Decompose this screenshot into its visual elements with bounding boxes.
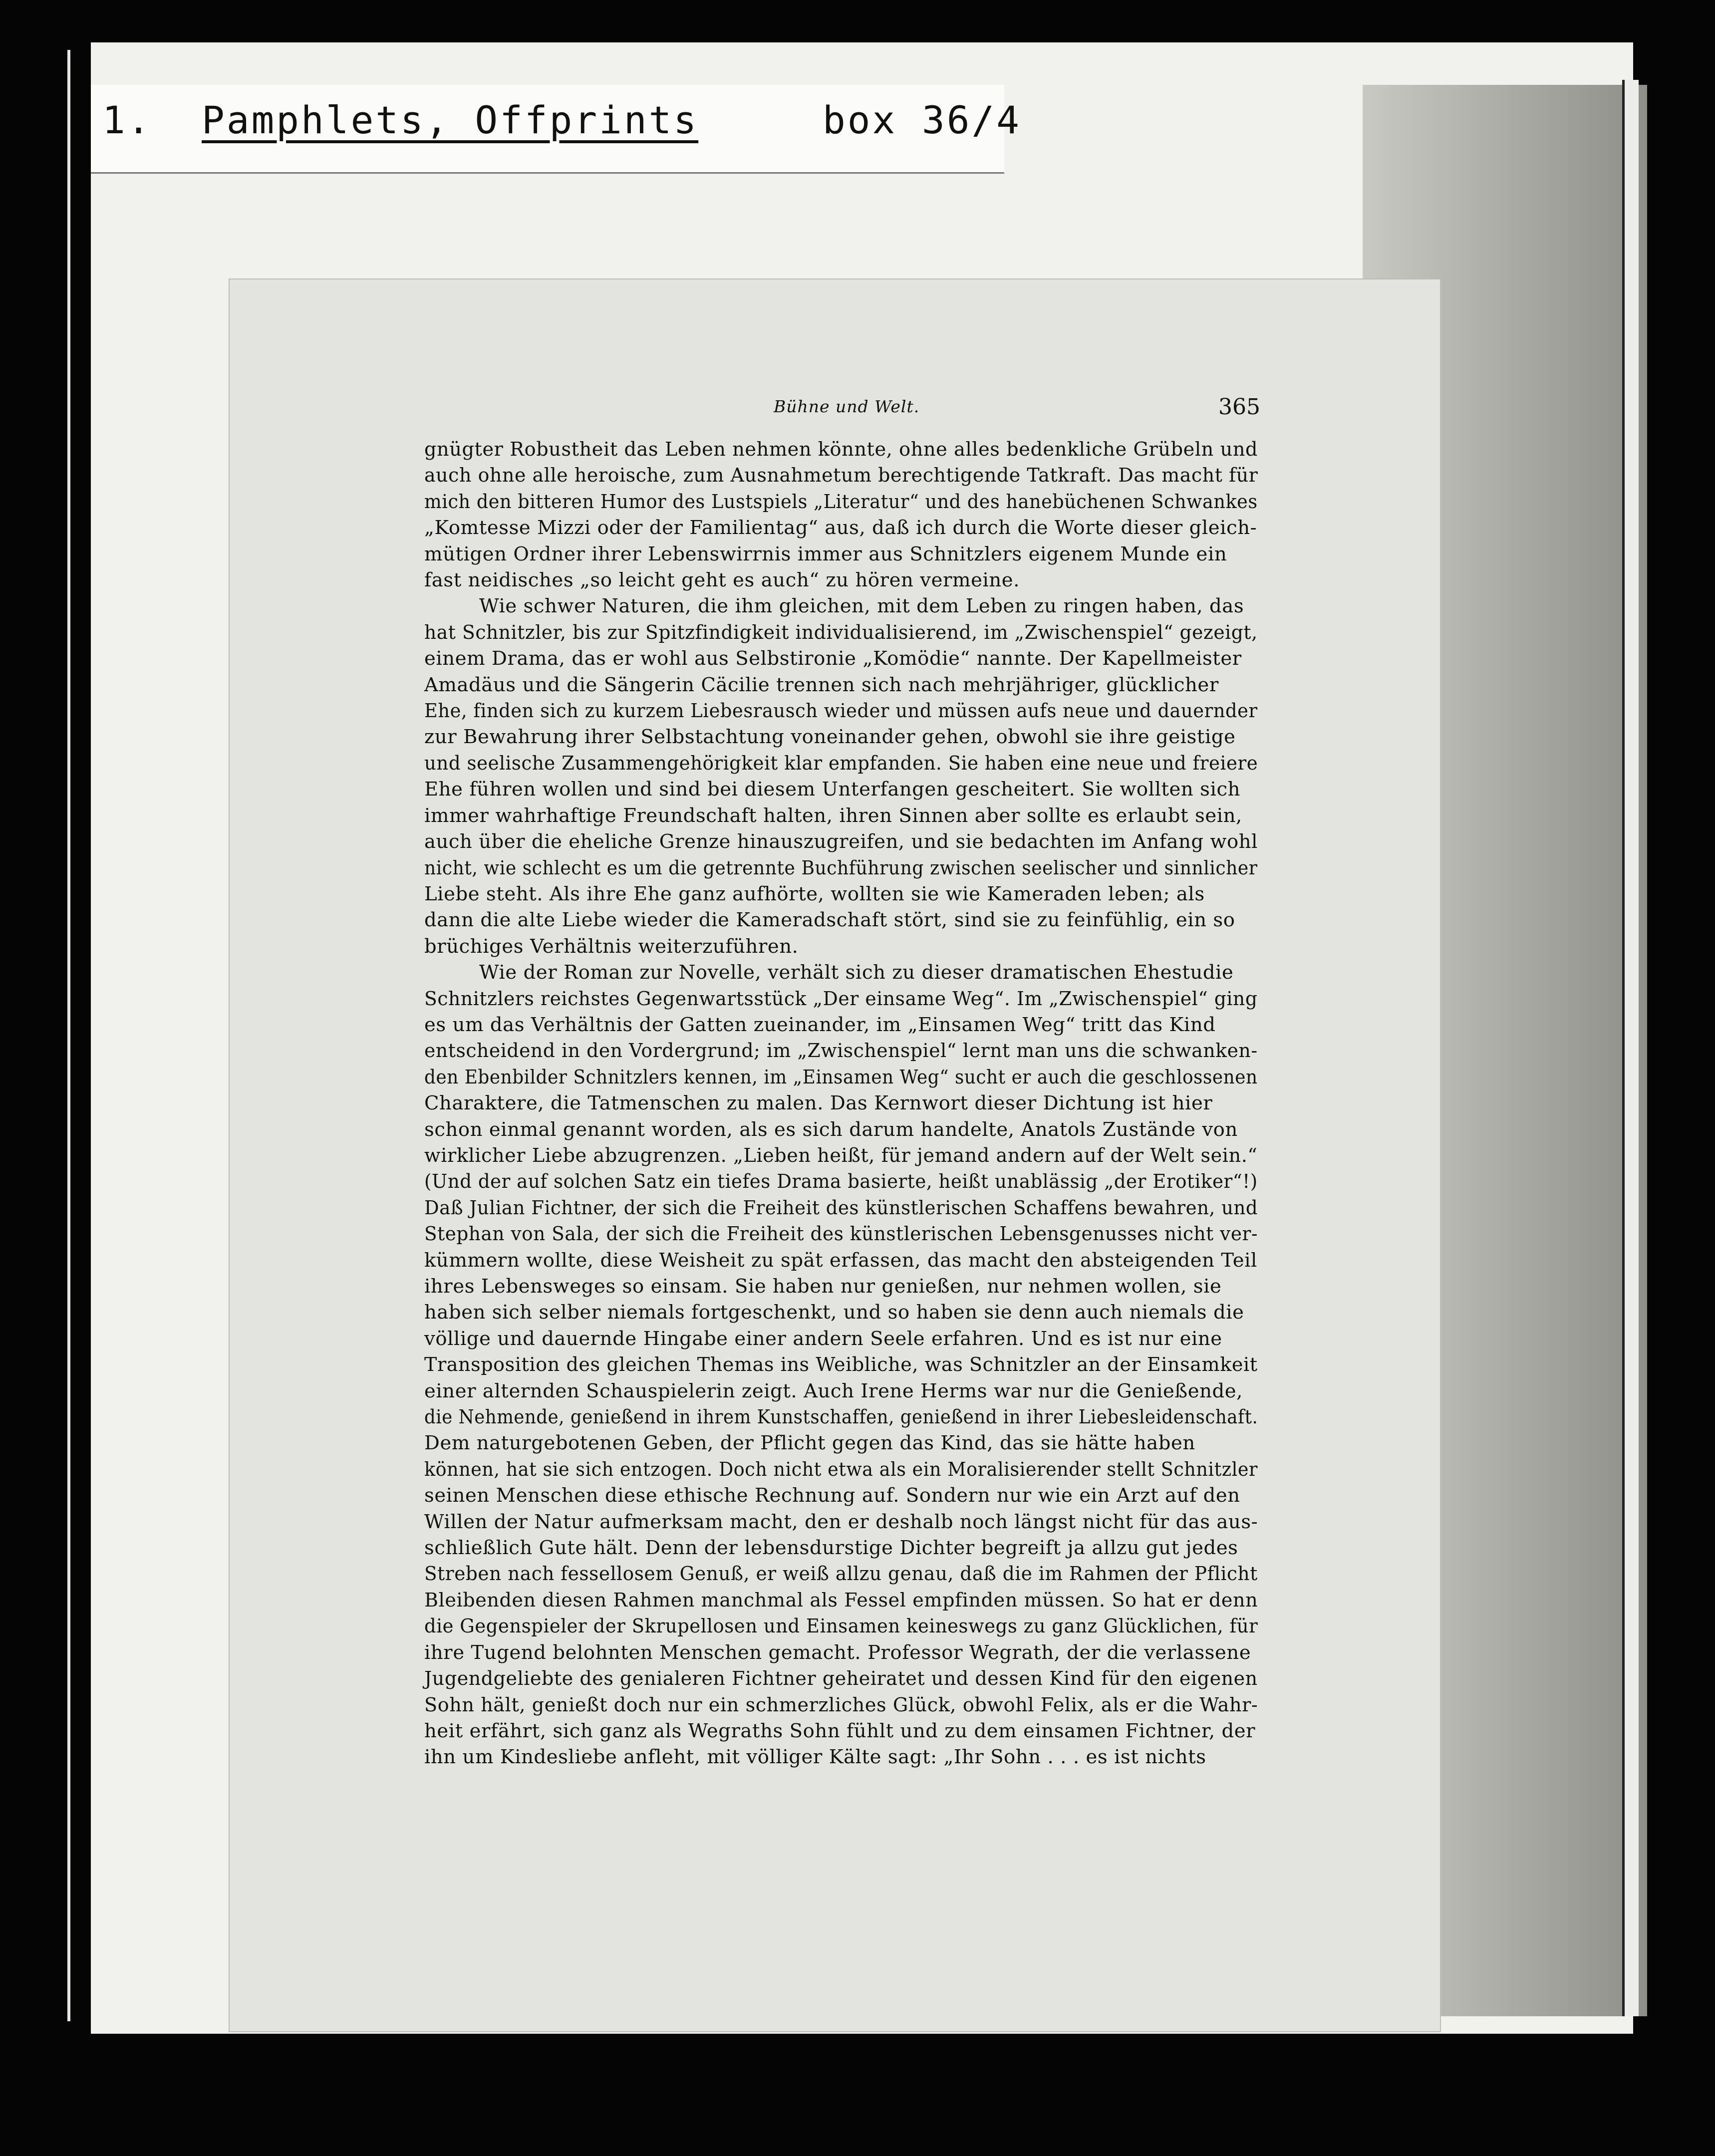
text-line: Streben nach fessellosem Genuß, er weiß allzu genau, daß die im Rahmen der Pflicht [424,1563,1258,1586]
text-line: Ehe führen wollen und sind bei diesem Unterfangen gescheitert. Sie wollten sich [424,778,1240,801]
archive-label [102,98,1021,142]
running-title: Bühne und Welt. [774,397,920,416]
label-box: box 36/4 [822,98,1021,142]
text-line: Willen der Natur aufmerksam macht, den er deshalb noch längst nicht für das aus- [424,1510,1258,1533]
text-line: ihre Tugend belohnten Menschen gemacht. Professor Wegrath, der die verlassene [424,1641,1251,1664]
text-line: den Ebenbilder Schnitzlers kennen, im „Einsamen Weg“ sucht er auch die geschlossenen [424,1066,1258,1088]
text-line: kümmern wollte, diese Weisheit zu spät erfassen, das macht den absteigenden Teil [424,1249,1257,1272]
text-line: Bleibenden diesen Rahmen manchmal als Fessel empfinden müssen. So hat er denn [424,1589,1258,1612]
text-line: ihres Lebensweges so einsam. Sie haben nur genießen, nur nehmen wollen, sie [424,1275,1222,1298]
text-line: Schnitzlers reichstes Gegenwartsstück „Der einsame Weg“. Im „Zwischenspiel“ ging [424,987,1258,1010]
page-content [424,394,1260,1771]
text-line: seinen Menschen diese ethische Rechnung auf. Sondern nur wie ein Arzt auf den [424,1484,1240,1507]
text-line: (Und der auf solchen Satz ein tiefes Drama basierte, heißt unablässig „der Erotiker“!) [424,1170,1258,1193]
text-line: Ehe, finden sich zu kurzem Liebesrausch wieder und müssen aufs neue und dauernder [424,700,1258,723]
text-line: einer alternden Schauspielerin zeigt. Auch Irene Herms war nur die Genießende, [424,1379,1243,1402]
label-title: Pamphlets, Offprints [202,98,699,142]
text-line: „Komtesse Mizzi oder der Familientag“ aus, daß ich durch die Worte dieser gleich- [424,517,1257,539]
text-line: die Nehmende, genießend in ihrem Kunstschaffen, genießend in ihrer Liebesleidenschaft. [424,1406,1258,1429]
text-line: schließlich Gute hält. Denn der lebensdurstige Dichter begreift ja allzu gut jedes [424,1537,1238,1560]
text-line: mich den bitteren Humor des Lustspiels „Literatur“ und des hanebüchenen Schwankes [424,490,1258,513]
text-line: Wie schwer Naturen, die ihm gleichen, mit dem Leben zu ringen haben, das [479,595,1244,618]
text-line: Jugendgeliebte des genialeren Fichtner geheiratet und dessen Kind für den eigenen [424,1667,1258,1690]
text-line: Liebe steht. Als ihre Ehe ganz aufhörte, wollten sie wie Kameraden leben; als [424,882,1205,905]
text-line: fast neidisches „so leicht geht es auch“ zu hören vermeine. [424,569,1020,592]
text-line: heit erfährt, sich ganz als Wegraths Sohn fühlt und zu dem einsamen Fichtner, der [424,1719,1256,1742]
text-line: Amadäus und die Sängerin Cäcilie trennen sich nach mehrjähriger, glücklicher [424,673,1219,696]
text-line: ihn um Kindesliebe anfleht, mit völliger Kälte sagt: „Ihr Sohn . . . es ist nichts [424,1746,1206,1769]
running-head [424,394,1260,437]
text-line: brüchiges Verhältnis weiterzuführen. [424,935,799,958]
text-line: die Gegenspieler der Skrupellosen und Einsamen keineswegs zu ganz Glücklichen, für [424,1615,1258,1638]
body-text [424,437,1258,1771]
text-line: Sohn hält, genießt doch nur ein schmerzliches Glück, obwohl Felix, als er die Wahr- [424,1693,1258,1716]
text-line: hat Schnitzler, bis zur Spitzfindigkeit individualisierend, im „Zwischenspiel“ gezeigt, [424,621,1258,644]
text-line: entscheidend in den Vordergrund; im „Zwischenspiel“ lernt man uns die schwanken- [424,1040,1258,1063]
text-line: auch über die eheliche Grenze hinauszugreifen, und sie bedachten im Anfang wohl [424,830,1258,853]
text-line: haben sich selber niemals fortgeschenkt, und so haben sie denn auch niemals die [424,1301,1244,1324]
text-line: Dem naturgebotenen Geben, der Pflicht gegen das Kind, das sie hätte haben [424,1432,1195,1455]
text-line: auch ohne alle heroische, zum Ausnahmetum berechtigende Tatkraft. Das macht für [424,464,1258,487]
text-line: wirklicher Liebe abzugrenzen. „Lieben heißt, für jemand andern auf der Welt sein.“ [424,1144,1258,1167]
text-line: gnügter Robustheit das Leben nehmen könnte, ohne alles bedenkliche Grübeln und [424,438,1258,461]
text-line: immer wahrhaftige Freundschaft halten, ihren Sinnen aber sollte es erlaubt sein, [424,804,1242,827]
text-line: zur Bewahrung ihrer Selbstachtung voneinander gehen, obwohl sie ihre geistige [424,726,1236,749]
text-line: Daß Julian Fichtner, der sich die Freiheit des künstlerischen Schaffens bewahren, und [424,1196,1258,1219]
text-line: es um das Verhältnis der Gatten zueinander, im „Einsamen Weg“ tritt das Kind [424,1013,1216,1036]
left-margin-rule [67,50,70,2021]
card-edge [1622,80,1639,2016]
text-line: nicht, wie schlecht es um die getrennte Buchführung zwischen seelischer und sinnlicher [424,856,1258,879]
text-line: schon einmal genannt worden, als es sich darum handelte, Anatols Zustände von [424,1118,1238,1141]
text-line: einem Drama, das er wohl aus Selbstironie „Komödie“ nannte. Der Kapellmeister [424,647,1242,670]
text-line: dann die alte Liebe wieder die Kameradschaft stört, sind sie zu feinfühlig, ein so [424,909,1235,932]
text-line: völlige und dauernde Hingabe einer andern Seele erfahren. Und es ist nur eine [424,1327,1222,1350]
page-number: 365 [1218,394,1260,420]
label-number: 1. [102,98,152,142]
text-line: Stephan von Sala, der sich die Freiheit des künstlerischen Lebensgenusses nicht ver- [424,1223,1258,1246]
text-line: und seelische Zusammengehörigkeit klar empfanden. Sie haben eine neue und freiere [424,752,1258,775]
text-line: Transposition des gleichen Themas ins Weibliche, was Schnitzler an der Einsamkeit [424,1353,1258,1376]
text-line: mütigen Ordner ihrer Lebenswirrnis immer aus Schnitzlers eigenem Munde ein [424,542,1227,565]
text-line: können, hat sie sich entzogen. Doch nicht etwa als ein Moralisierender stellt Schnitzler [424,1458,1258,1481]
text-line: Charaktere, die Tatmenschen zu malen. Das Kernwort dieser Dichtung ist hier [424,1092,1213,1115]
text-line: Wie der Roman zur Novelle, verhält sich zu dieser dramatischen Ehestudie [479,961,1234,984]
